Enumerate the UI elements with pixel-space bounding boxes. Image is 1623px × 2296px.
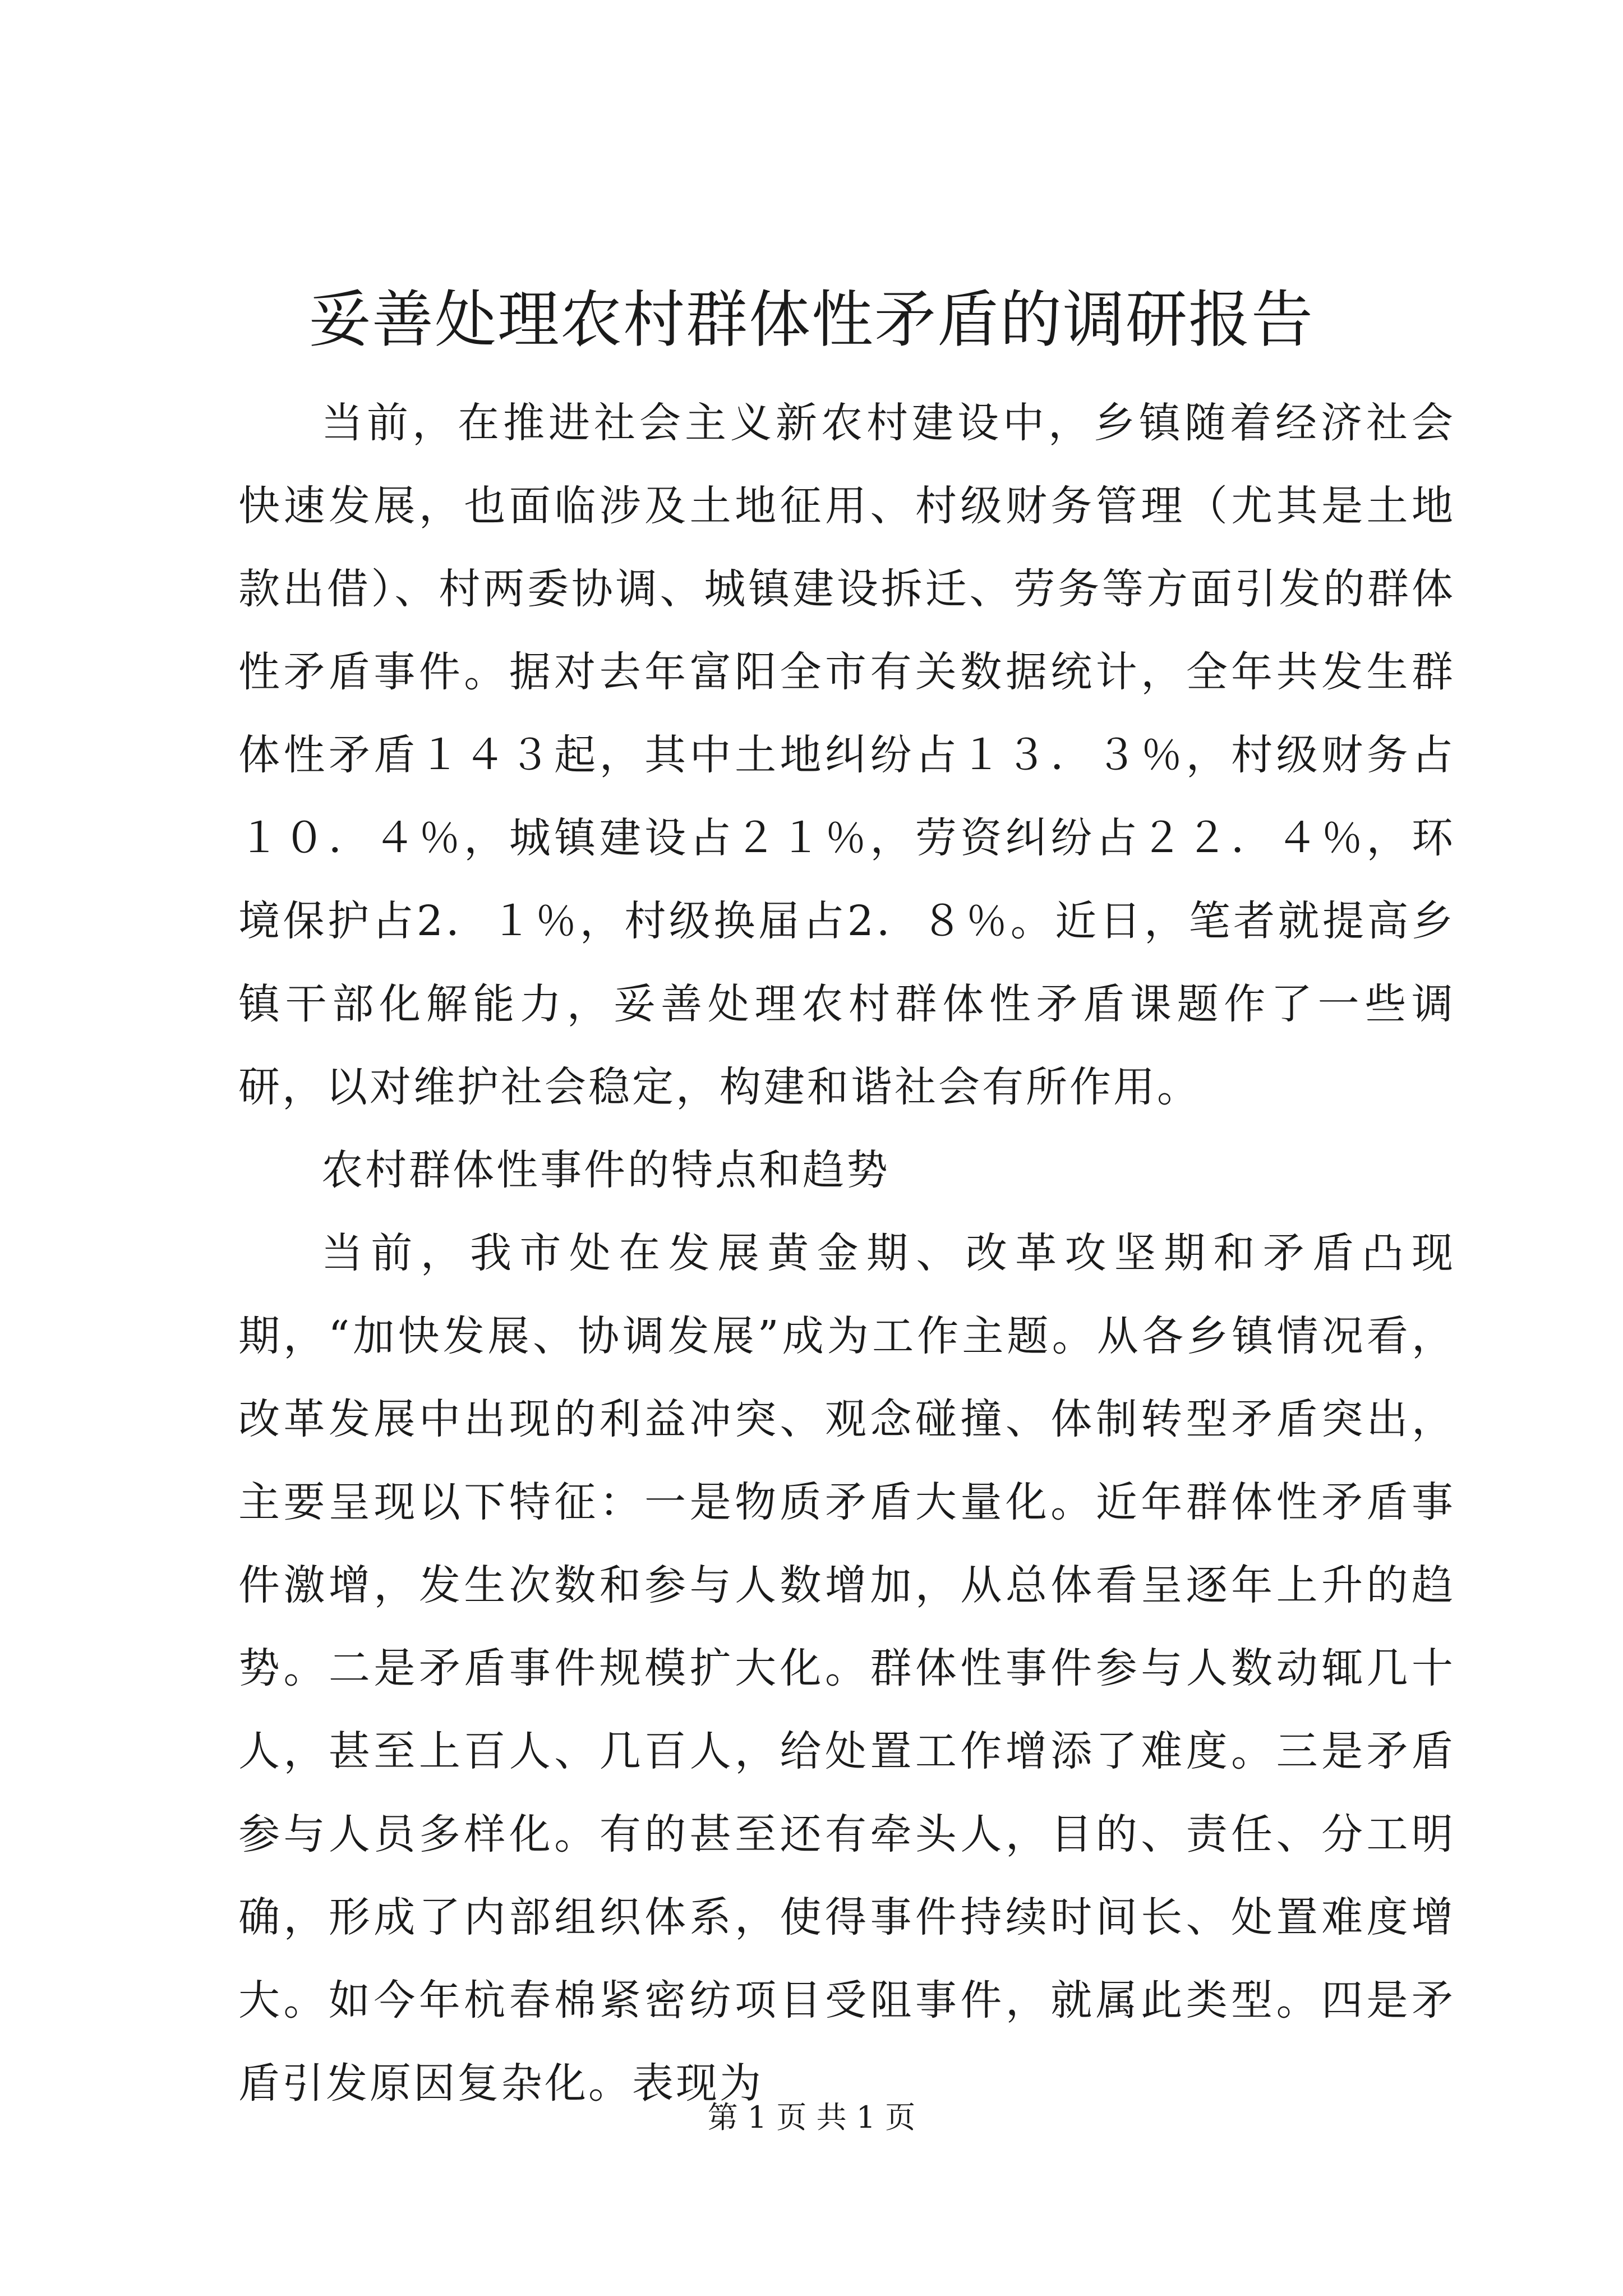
paragraph-intro: 当前，在推进社会主义新农村建设中，乡镇随着经济社会快速发展，也面临涉及土地征用、村级财务管理（尤其是土地款出借）、村两委协调、城镇建设拆迁、劳务等方面引发的群体性矛盾事件。据对去年富阳全市有关数据统计，全年共发生群体性矛盾１４３起，其中土地纠纷占１３．３％，村级财务占１０．４％，城镇建设占２１％，劳资纠纷占２２．４％，环境保护占2．１％，村级换届占2．８％。近日，笔者就提高乡镇干部化解能力，妥善处理农村群体性矛盾课题作了一些调研，以对维护社会稳定，构建和谐社会有所作用。 [238, 399, 1455, 1111]
paragraph-characteristics: 当前，我市处在发展黄金期、改革攻坚期和矛盾凸现期，“加快发展、协调发展”成为工作主题。从各乡镇情况看，改革发展中出现的利益冲突、观念碰撞、体制转型矛盾突出，主要呈现以下特征：一是物质矛盾大量化。近年群体性矛盾事件激增，发生次数和参与人数增加，从总体看呈逐年上升的趋势。二是矛盾事件规模扩大化。群体性事件参与人数动辄几十人，甚至上百人、几百人，给处置工作增添了难度。三是矛盾参与人员多样化。有的甚至还有牵头人，目的、责任、分工明确，形成了内部组织体系，使得事件持续时间长、处置难度增大。如今年杭春棉紧密纺项目受阻事件，就属此类型。四是矛盾引发原因复杂化。表现为 [238, 1229, 1455, 2108]
page-footer: 第 1 页 共 1 页 [707, 2100, 916, 2135]
document-title: 妥善处理农村群体性矛盾的调研报告 [309, 284, 1314, 356]
section-heading: 农村群体性事件的特点和趋势 [321, 1146, 890, 1194]
document-body [238, 381, 1455, 2125]
